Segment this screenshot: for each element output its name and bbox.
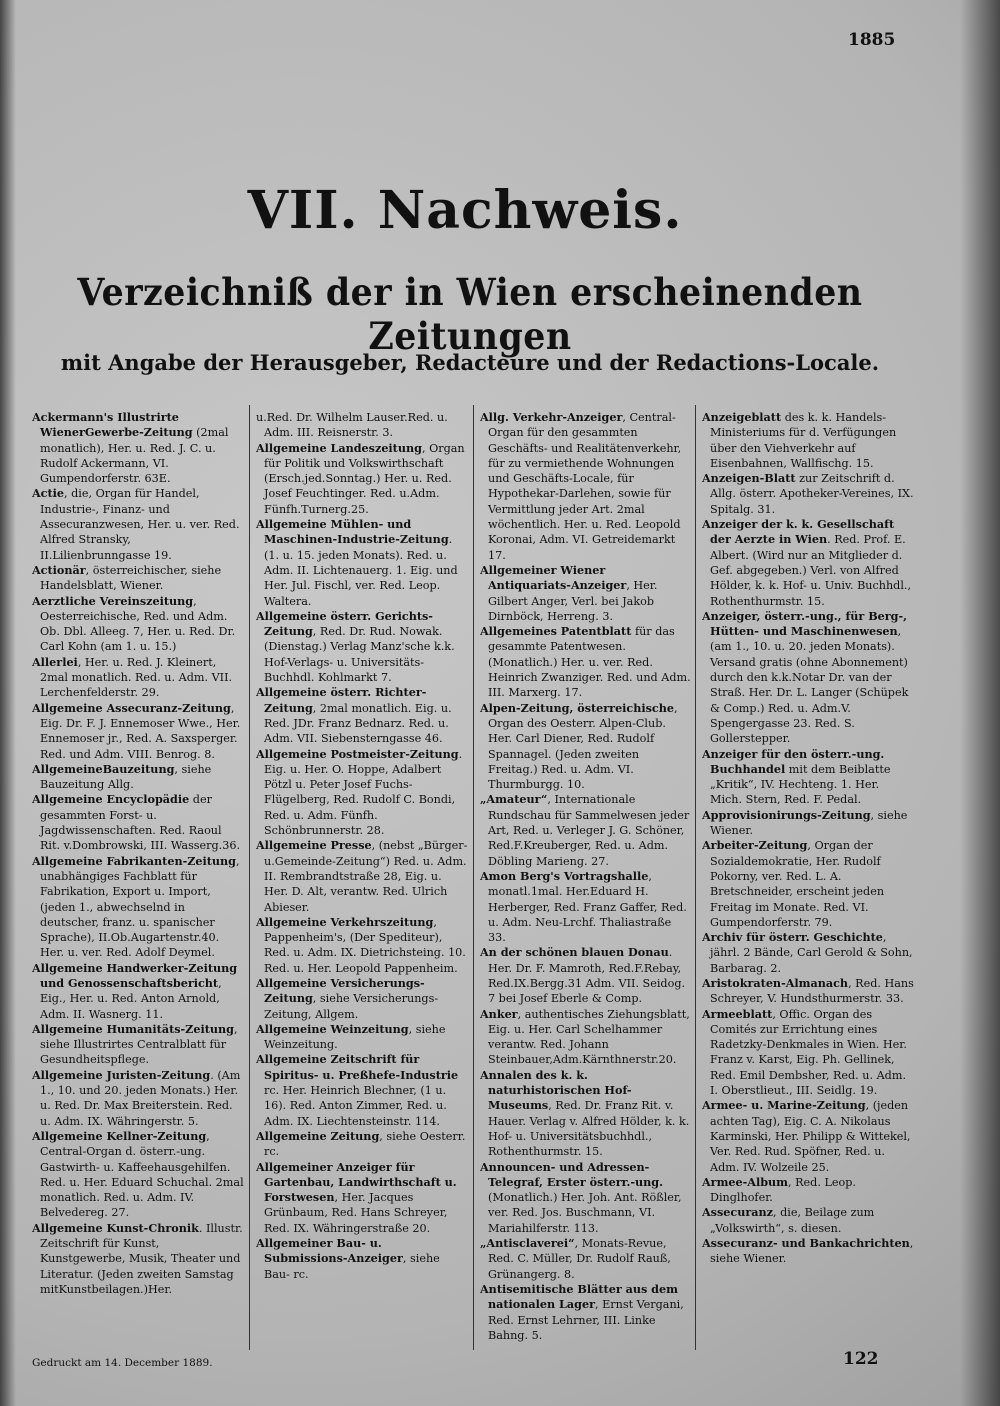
newspaper-details: , Ernst Vergani, Red. Ernst Lehrner, III. Linke Bahng. 5.	[488, 1298, 684, 1342]
newspaper-details: , Her. Gilbert Anger, Verl. bei Jakob Dirnböck, Herreng. 3.	[488, 579, 658, 623]
newspaper-name: Allerlei	[32, 654, 78, 669]
newspaper-entry	[256, 1160, 468, 1236]
newspaper-column-4	[702, 410, 914, 1350]
newspaper-entry	[256, 1129, 468, 1160]
newspaper-entry	[480, 624, 692, 700]
newspaper-name: Allgemeine Mühlen- und Maschinen-Industrie-Zeitung	[256, 517, 449, 547]
newspaper-entry	[32, 854, 244, 961]
newspaper-details: , monatl.1mal. Her.Eduard H. Herberger, Red. Franz Gaffer, Red. u. Adm. Neu-Lrchf. Thaliastraße 33.	[488, 869, 687, 945]
newspaper-name: Ackermann's Illustrirte WienerGewerbe-Zeitung	[32, 410, 193, 440]
newspaper-details: . Illustr. Zeitschrift für Kunst, Kunstgewerbe, Musik, Theater und Literatur. (Jeden zweiten Samstag mitKunstbeilagen.)Her.	[40, 1221, 243, 1296]
newspaper-name: Allgemeine Kunst-Chronik	[32, 1220, 199, 1235]
newspaper-details: des k. k. Handels-Ministeriums für d. Verfügungen über den Viehverkehr auf Eisenbahnen, Wallfischg. 15.	[710, 411, 897, 470]
column-rule	[249, 405, 250, 1350]
newspaper-details: zur Zeitschrift d. Allg. österr. Apotheker-Vereines, IX. Spitalg. 31.	[710, 472, 914, 516]
newspaper-details: , siehe Bau- rc.	[264, 1252, 440, 1281]
newspaper-details: , (am 1., 10. u. 20. jeden Monats). Versand gratis (ohne Abonnement) durch den k.k.Notar Dr. van der Straß. Her. Dr. L. Langer (Schüpek & Comp.) Red. u. Adm.V. Spengergasse 23. Red. S. Gollerstepper.	[710, 625, 909, 746]
newspaper-details: , jährl. 2 Bände, Carl Gerold & Sohn, Barbarag. 2.	[710, 931, 913, 975]
newspaper-details: , Monats-Revue, Red. C. Müller, Dr. Rudolf Rauß, Grünangerg. 8.	[488, 1237, 671, 1281]
newspaper-details: , Organ des Oesterr. Alpen-Club. Her. Carl Diener, Red. Rudolf Spannagel. (Jeden zweiten Freitag.) Red. u. Adm. VI. Thurmburgg. 10.	[488, 701, 678, 792]
page-number: 122	[843, 1349, 879, 1369]
newspaper-name: AllgemeineBauzeitung	[32, 761, 175, 776]
newspaper-entry	[32, 563, 244, 594]
newspaper-name: Allgemeine Juristen-Zeitung	[32, 1067, 211, 1082]
newspaper-entry	[32, 961, 244, 1022]
newspaper-entry	[702, 609, 914, 747]
newspaper-entry	[480, 563, 692, 624]
newspaper-entry	[702, 410, 914, 471]
section-title: VII. Nachweis.	[247, 180, 683, 241]
newspaper-name: Allgemeiner Anzeiger für Gartenbau, Landwirthschaft u. Forstwesen	[256, 1159, 457, 1205]
newspaper-name: Armeeblatt	[702, 1006, 773, 1021]
newspaper-entry	[702, 808, 914, 839]
newspaper-name: Armee- u. Marine-Zeitung	[702, 1098, 866, 1113]
newspaper-details: . (1. u. 15. jeden Monats). Red. u. Adm. II. Lichtenauerg. 1. Eig. und Her. Jul. Fischl, ver. Red. Leop. Waltera.	[264, 533, 458, 608]
newspaper-entry	[702, 1205, 914, 1236]
newspaper-name: An der schönen blauen Donau	[480, 945, 669, 960]
newspaper-name: Allgemeine Presse	[256, 838, 372, 853]
newspaper-name: Actionär	[32, 562, 86, 577]
newspaper-details: , authentisches Ziehungsblatt, Eig. u. Her. Carl Schelhammer verantw. Red. Johann Steinbauer,Adm.Kärnthnerstr.20.	[488, 1007, 690, 1067]
newspaper-entry	[32, 792, 244, 853]
newspaper-details: . Red. Prof. E. Albert. (Wird nur an Mitglieder d. Gef. abgegeben.) Verl. von Alfred Hölder, k. k. Hof- u. Univ. Buchhdl., Rothenthurmstr. 15.	[710, 533, 912, 608]
newspaper-name: Anzeigen-Blatt	[702, 471, 796, 486]
newspaper-details: u.Red. Dr. Wilhelm Lauser.Red. u. Adm. III. Reisnerstr. 3.	[256, 411, 448, 440]
newspaper-details: , Eig. Dr. F. J. Ennemoser Wwe., Her. Ennemoser jr., Red. A. Saxsperger. Red. und Adm. VIII. Benrog. 8.	[40, 701, 241, 761]
newspaper-details: , Red. Dr. Rud. Nowak. (Dienstag.) Verlag Manz'sche k.k. Hof-Verlags- u. Universitäts-Buchhdl. Kohlmarkt 7.	[264, 625, 455, 685]
newspaper-details: , Red. Leop. Dinglhofer.	[710, 1175, 856, 1205]
column-rule	[473, 405, 474, 1350]
newspaper-entry	[32, 486, 244, 562]
newspaper-details: für das gesammte Patentwesen. (Monatlich.) Her. u. ver. Red. Heinrich Zwanziger. Red. und Adm. III. Marxerg. 17.	[488, 625, 691, 700]
newspaper-entry	[32, 1022, 244, 1068]
newspaper-details: , Red. Dr. Franz Rit. v. Hauer. Verlag v. Alfred Hölder, k. k. Hof- u. Universitätsbuchhdl., Rothenthurmstr. 15.	[488, 1099, 690, 1159]
newspaper-entry	[32, 1068, 244, 1129]
newspaper-name: Archiv für österr. Geschichte	[702, 930, 883, 945]
newspaper-entry	[256, 1052, 468, 1128]
newspaper-name: Allgemeine Landeszeitung	[256, 440, 422, 455]
newspaper-entry	[480, 701, 692, 793]
newspaper-entry	[702, 976, 914, 1007]
newspaper-name: Allgemeine Weinzeitung	[256, 1021, 409, 1036]
newspaper-entry	[32, 1221, 244, 1297]
newspaper-entry	[256, 685, 468, 746]
newspaper-name: Allgemeine Kellner-Zeitung	[32, 1128, 207, 1143]
newspaper-details: , siehe Wiener.	[710, 808, 908, 838]
newspaper-details: , Oesterreichische, Red. und Adm. Ob. Dbl. Alleeg. 7, Her. u. Red. Dr. Carl Kohn (am 1. u. 15.)	[40, 594, 236, 654]
newspaper-name: Amon Berg's Vortragshalle	[480, 868, 649, 883]
newspaper-entry	[702, 1007, 914, 1099]
newspaper-entry	[702, 930, 914, 976]
newspaper-name: Antisemitische Blätter aus dem nationalen Lager	[480, 1281, 678, 1312]
newspaper-details: , Her. u. Red. J. Kleinert, 2mal monatlich. Red. u. Adm. VII. Lerchenfelderstr. 29.	[40, 655, 233, 700]
newspaper-name: Announcen- und Adressen-Telegraf, Erster österr.-ung.	[480, 1159, 663, 1189]
newspaper-name: Anzeigeblatt	[702, 410, 782, 424]
newspaper-entry	[32, 701, 244, 762]
newspaper-entry	[480, 410, 692, 563]
newspaper-name: Allgemeine Zeitung	[256, 1128, 380, 1143]
newspaper-name: Anzeiger der k. k. Gesellschaft der Aerzte in Wien	[702, 517, 895, 547]
scan-shadow-right	[960, 0, 1000, 1406]
newspaper-details: , siehe Bauzeitung Allg.	[40, 762, 212, 792]
newspaper-name: Allgemeine Versicherungs-Zeitung	[256, 975, 425, 1006]
newspaper-column-1	[32, 410, 244, 1350]
newspaper-name: Assecuranz	[702, 1205, 773, 1220]
newspaper-details: , siehe Oesterr. rc.	[264, 1129, 466, 1159]
newspaper-details: , (jeden achten Tag), Eig. C. A. Nikolaus Karminski, Her. Philipp & Wittekel, Ver. Red. Rud. Spöfner, Red. u. Adm. IV. Wolzeile 25.	[710, 1099, 911, 1174]
newspaper-details: , 2mal monatlich. Eig. u. Red. JDr. Franz Bednarz. Red. u. Adm. VII. Siebensterngasse 46.	[264, 701, 452, 746]
newspaper-entry	[256, 517, 468, 609]
newspaper-details: , Organ der Sozialdemokratie, Her. Rudolf Pokorny, ver. Red. L. A. Bretschneider, erscheint jeden Freitag im Monate. Red. VI. Gumpendorferstr. 79.	[710, 839, 885, 929]
newspaper-entry	[702, 838, 914, 930]
newspaper-details: , unabhängiges Fachblatt für Fabrikation, Export u. Import, (jeden 1., abwechselnd in deutscher, franz. u. spanischer Sprache), II.Ob.Augartenstr.40. Her. u. ver. Red. Adolf Deymel.	[40, 854, 240, 960]
newspaper-name: Arbeiter-Zeitung	[702, 838, 808, 853]
newspaper-entry	[256, 441, 468, 517]
newspaper-name: Anzeiger, österr.-ung., für Berg-, Hütten- und Maschinenwesen	[702, 608, 908, 639]
newspaper-name: Allgemeine Fabrikanten-Zeitung	[32, 853, 237, 868]
newspaper-entry	[480, 1282, 692, 1343]
section-subtitle: Verzeichniß der in Wien erscheinenden Zeitungen	[77, 270, 863, 358]
newspaper-name: Allgemeine österr. Gerichts-Zeitung	[256, 608, 433, 639]
newspaper-entry	[32, 410, 244, 486]
newspaper-name: Armee-Album	[702, 1174, 789, 1189]
newspaper-name: Allg. Verkehr-Anzeiger	[480, 410, 623, 424]
newspaper-entry	[256, 915, 468, 976]
newspaper-details: , Offic. Organ des Comités zur Errichtung eines Radetzky-Denkmales in Wien. Her. Franz v. Karst, Eig. Ph. Gellinek, Red. Emil Dembsher, Red. u. Adm. I. Oberstlieut., III. Seidlg. 19.	[710, 1007, 907, 1098]
newspaper-details: , Internationale Rundschau für Sammelwesen jeder Art, Red. u. Verleger J. G. Schöner, Red.F.Kreuberger, Red. u. Adm. Döbling Marieng. 27.	[488, 793, 690, 868]
newspaper-entry	[480, 869, 692, 945]
newspaper-entry	[480, 945, 692, 1006]
newspaper-details: . (Am 1., 10. und 20. jeden Monats.) Her. u. Red. Dr. Max Breiterstein. Red. u. Adm. IX. Währingerstr. 5.	[40, 1068, 241, 1128]
newspaper-name: Allgemeine Encyclopädie	[32, 792, 190, 807]
newspaper-details: . Her. Dr. F. Mamroth, Red.F.Rebay, Red.IX.Bergg.31 Adm. VII. Seidog. 7 bei Josef Eberle & Comp.	[488, 946, 686, 1006]
newspaper-details: . Eig. u. Her. O. Hoppe, Adalbert Pötzl u. Peter Josef Fuchs-Flügelberg, Red. Rudolf C. Bondi, Red. u. Adm. Fünfh. Schönbrunnerstr. 28.	[264, 747, 463, 838]
newspaper-details: , Eig., Her. u. Red. Anton Arnold, Adm. II. Wasnerg. 11.	[40, 976, 222, 1021]
newspaper-details: , siehe Illustrirtes Centralblatt für Gesundheitspflege.	[40, 1022, 238, 1067]
newspaper-details: , Organ für Politik und Volkswirthschaft (Ersch.jed.Sonntag.) Her. u. Red. Josef Feuchtinger. Red. u.Adm. Fünfh.Turnerg.25.	[264, 441, 465, 516]
newspaper-entry	[256, 747, 468, 839]
newspaper-entry	[32, 655, 244, 701]
newspaper-name: Annalen des k. k. naturhistorischen Hof-Museums	[480, 1067, 632, 1113]
newspaper-name: Aerztliche Vereinszeitung	[32, 593, 194, 608]
newspaper-name: Allgemeiner Wiener Antiquariats-Anzeiger	[480, 562, 627, 593]
newspaper-entry	[480, 1236, 692, 1282]
section-subsubtitle: mit Angabe der Herausgeber, Redacteure und der Redactions-Locale.	[60, 350, 880, 375]
newspaper-entry	[480, 1160, 692, 1236]
newspaper-name: Allgemeine Assecuranz-Zeitung	[32, 700, 231, 715]
newspaper-name: Assecuranz- und Bankachrichten	[702, 1236, 910, 1251]
newspaper-column-2	[256, 410, 468, 1350]
newspaper-entry	[702, 517, 914, 609]
newspaper-name: Allgemeine Zeitschrift für Spiritus- u. Preßhefe-Industrie	[256, 1052, 459, 1082]
newspaper-details: , Central-Organ d. österr.-ung. Gastwirth- u. Kaffeehausgehilfen. Red. u. Her. Eduard Schuchal. 2mal monatlich. Red. u. Adm. IV. Belvedereg. 27.	[40, 1129, 244, 1220]
newspaper-name: „Antisclaverei“	[480, 1236, 575, 1251]
newspaper-column-3	[480, 410, 692, 1350]
newspaper-name: Alpen-Zeitung, österreichische	[480, 700, 674, 715]
newspaper-name: Allgemeine Postmeister-Zeitung	[256, 746, 459, 761]
newspaper-details: (2mal monatlich), Her. u. Red. J. C. u. Rudolf Ackermann, VI. Gumpendorferstr. 63E.	[40, 426, 229, 486]
newspaper-name: Aristokraten-Almanach	[702, 975, 849, 990]
newspaper-details: (Monatlich.) Her. Joh. Ant. Rößler, ver. Red. Jos. Buschmann, VI. Mariahilferstr. 113.	[488, 1191, 682, 1235]
newspaper-entry	[480, 1068, 692, 1160]
newspaper-name: Anker	[480, 1006, 518, 1021]
newspaper-details: , Her. Jacques Grünbaum, Red. Hans Schreyer, Red. IX. Währingerstraße 20.	[264, 1191, 448, 1235]
newspaper-name: Allgemeine Handwerker-Zeitung und Genossenschaftsbericht	[32, 960, 238, 990]
newspaper-details: , Pappenheim's, (Der Spediteur), Red. u. Adm. IX. Dietrichsteing. 10. Red. u. Her. Leopold Pappenheim.	[264, 915, 466, 975]
newspaper-details: , (nebst „Bürger-u.Gemeinde-Zeitung“) Red. u. Adm. II. Rembrandtstraße 28, Eig. u. Her. D. Alt, verantw. Red. Ulrich Abieser.	[264, 839, 468, 914]
newspaper-details: , die, Organ für Handel, Industrie-, Finanz- und Assecuranzwesen, Her. u. ver. Red. Alfred Stransky, II.Lilienbrunngasse 19.	[40, 487, 240, 562]
newspaper-name: Allgemeine Verkehrszeitung	[256, 914, 434, 929]
newspaper-details: , siehe Wiener.	[710, 1237, 914, 1266]
newspaper-entry	[256, 609, 468, 685]
newspaper-entry	[480, 792, 692, 868]
newspaper-name: Allgemeine Humanitäts-Zeitung	[32, 1021, 234, 1036]
newspaper-entry	[32, 594, 244, 655]
newspaper-name: Approvisionirungs-Zeitung	[702, 807, 871, 822]
newspaper-entry	[32, 762, 244, 793]
newspaper-details: mit dem Beiblatte „Kritik“, IV. Hechteng. 1. Her. Mich. Stern, Red. F. Pedal.	[710, 762, 891, 807]
newspaper-details: , Central-Organ für den gesammten Geschäfts- und Realitätenverkehr, für zu vermiethende Wohnungen und Geschäfts-Locale, für Hypothekar-Darlehen, sowie für Vermittlung jeder Art. 2mal wöchentlich. Her. u. Red. Leopold Koronai, Adm. VI. Getreidemarkt 17.	[488, 411, 682, 562]
newspaper-entry	[702, 747, 914, 808]
newspaper-entry	[702, 1098, 914, 1174]
newspaper-details: der gesammten Forst- u. Jagdwissenschaften. Red. Raoul Rit. v.Dombrowski, III. Wasserg.36.	[40, 793, 241, 853]
newspaper-entry	[32, 1129, 244, 1221]
newspaper-details: , Red. Hans Schreyer, V. Hundsthurmerstr. 33.	[710, 976, 914, 1006]
printed-date: Gedruckt am 14. December 1889.	[32, 1357, 213, 1369]
newspaper-details: rc. Her. Heinrich Blechner, (1 u. 16). Red. Anton Zimmer, Red. u. Adm. IX. Liechtensteinstr. 114.	[264, 1084, 447, 1128]
newspaper-entry	[256, 976, 468, 1022]
newspaper-details: , österreichischer, siehe Handelsblatt, Wiener.	[40, 563, 222, 593]
newspaper-entry	[702, 471, 914, 517]
newspaper-name: Allgemeiner Bau- u. Submissions-Anzeiger	[256, 1236, 403, 1266]
column-rule	[695, 405, 696, 1350]
newspaper-entry	[256, 1022, 468, 1053]
page-year: 1885	[848, 30, 896, 50]
newspaper-entry	[256, 410, 468, 441]
newspaper-name: Allgemeines Patentblatt	[480, 624, 632, 639]
newspaper-entry	[480, 1007, 692, 1068]
newspaper-name: Allgemeine österr. Richter-Zeitung	[256, 685, 427, 715]
newspaper-name: „Amateur“	[480, 792, 548, 807]
newspaper-details: , die, Beilage zum „Volkswirth“, s. diesen.	[710, 1206, 875, 1235]
newspaper-entry	[702, 1175, 914, 1206]
newspaper-entry	[702, 1236, 914, 1267]
newspaper-entry	[256, 838, 468, 914]
newspaper-details: , siehe Versicherungs-Zeitung, Allgem.	[264, 992, 439, 1021]
newspaper-name: Actie	[32, 486, 65, 501]
newspaper-details: , siehe Weinzeitung.	[264, 1022, 446, 1052]
newspaper-entry	[256, 1236, 468, 1282]
newspaper-name: Anzeiger für den österr.-ung. Buchhandel	[702, 746, 885, 776]
